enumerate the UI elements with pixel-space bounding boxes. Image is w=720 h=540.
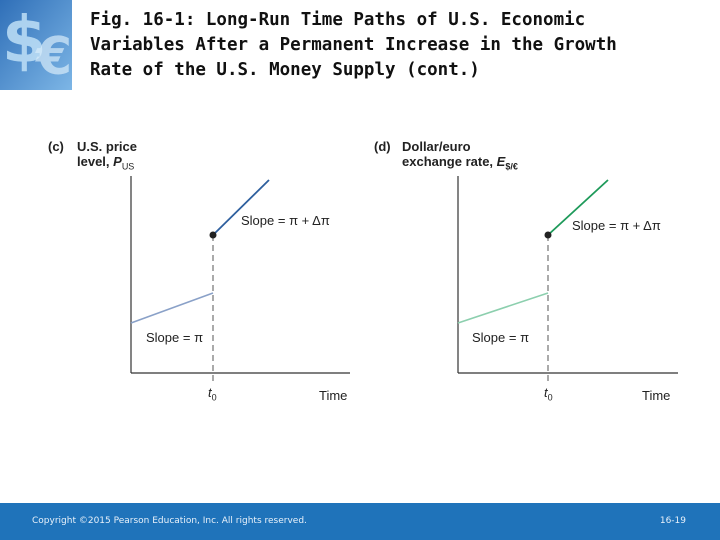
panel-exchange-rate — [368, 130, 698, 410]
y-axis-label-line2 — [77, 155, 134, 174]
page-number: 16-19 — [659, 516, 686, 526]
t0-symbol: t — [208, 385, 212, 400]
y-axis-subscript: $/€ — [505, 161, 518, 172]
x-axis-label: Time — [642, 388, 671, 403]
svg-text:$: $ — [2, 4, 47, 78]
y-axis-label-line1: Dollar/euro — [402, 139, 471, 154]
copyright-text: Copyright ©2015 Pearson Education, Inc. All rights reserved. — [32, 516, 307, 526]
title-line-1: Fig. 16-1: Long-Run Time Paths of U.S. Economic — [90, 10, 586, 30]
panel-price-level — [40, 130, 370, 410]
jump-point — [210, 232, 217, 239]
footer-bar — [0, 503, 720, 540]
panel-tag: (d) — [374, 139, 391, 154]
title-line-2: Variables After a Permanent Increase in the Growth — [90, 35, 617, 55]
y-axis-label-line2 — [402, 155, 518, 174]
y-axis-label-prefix: exchange rate, — [402, 154, 497, 169]
page-title — [90, 8, 710, 83]
t0-symbol: t — [544, 385, 548, 400]
slope-after-label: Slope = π + Δπ — [241, 213, 330, 228]
panel-tag: (c) — [48, 139, 64, 154]
y-axis-label-line1: U.S. price — [77, 139, 137, 154]
slope-after-label: Slope = π + Δπ — [572, 218, 661, 233]
path-before-t0 — [458, 293, 548, 323]
svg-text:€: € — [36, 27, 72, 87]
t0-subscript: 0 — [211, 392, 217, 403]
t0-subscript: 0 — [547, 392, 553, 403]
path-before-t0 — [131, 293, 213, 323]
x-axis-label: Time — [319, 388, 348, 403]
slope-before-label: Slope = π — [146, 330, 204, 345]
y-axis-symbol: E — [496, 154, 506, 169]
t0-label — [544, 386, 553, 405]
jump-point — [545, 232, 552, 239]
slope-before-label: Slope = π — [472, 330, 530, 345]
y-axis-label-prefix: level, — [77, 154, 114, 169]
y-axis-symbol: P — [113, 154, 122, 169]
title-line-3: Rate of the U.S. Money Supply (cont.) — [90, 60, 480, 80]
t0-label — [208, 386, 217, 405]
dollar-euro-logo-icon — [0, 0, 72, 90]
y-axis-subscript: US — [121, 161, 135, 172]
